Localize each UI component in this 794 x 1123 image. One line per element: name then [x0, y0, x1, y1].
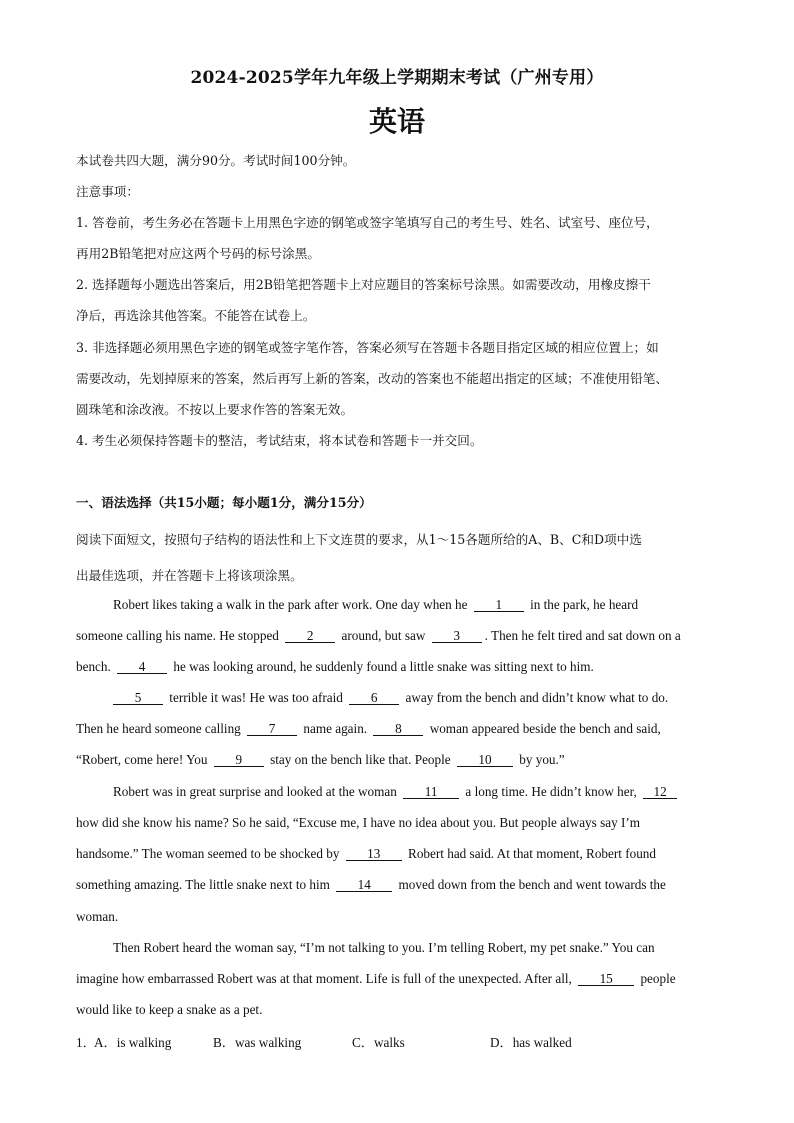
notice-title: 注意事项： [76, 184, 139, 199]
passage-line: woman. [76, 909, 119, 924]
answer-blank: 10 [457, 753, 513, 767]
passage-line: Then Robert heard the woman say, “I’m not talking to you. I’m telling Robert, my pet snake.” You can [113, 940, 655, 955]
passage-line: Then he heard someone calling 7 name again. 8 woman appeared beside the bench and said, [76, 721, 661, 736]
answer-blank: 8 [373, 722, 423, 736]
answer-blank: 12 [643, 785, 677, 799]
passage-line: someone calling his name. He stopped 2 around, but saw 3 . Then he felt tired and sat down on a [76, 628, 681, 643]
answer-blank: 7 [247, 722, 297, 736]
notice-line: 再用2B铅笔把对应这两个号码的标号涂黑。 [76, 246, 320, 261]
notice-line: 3. 非选择题必须用黑色字迹的钢笔或签字笔作答，答案必须写在答题卡各题目指定区域的相应位置上；如 [76, 340, 659, 355]
option-d: D．has walked [490, 1035, 572, 1050]
passage-line: 5 terrible it was! He was too afraid 6 away from the bench and didn’t know what to do. [113, 690, 718, 706]
answer-blank: 14 [336, 878, 392, 892]
passage-line: imagine how embarrassed Robert was at that moment. Life is full of the unexpected. After all, 15 people [76, 971, 676, 986]
exam-summary: 本试卷共四大题，满分90分。考试时间100分钟。 [76, 153, 356, 168]
passage-line: bench. 4 he was looking around, he suddenly found a little snake was sitting next to him. [76, 659, 594, 674]
option-a: A．is walking [94, 1035, 172, 1050]
exam-title: 2024-2025学年九年级上学期期末考试（广州专用） [190, 68, 604, 88]
answer-blank: 9 [214, 753, 264, 767]
passage-line: Robert likes taking a walk in the park after work. One day when he 1 in the park, he heard [113, 597, 639, 612]
notice-line: 需要改动，先划掉原来的答案，然后再写上新的答案，改动的答案也不能超出指定的区域；不准使用铅笔、 [76, 371, 668, 386]
section-instruction: 阅读下面短文，按照句子结构的语法性和上下文连贯的要求，从1～15各题所给的A、B、C和D项中选 [76, 532, 642, 547]
answer-blank: 6 [349, 691, 399, 705]
answer-blank: 5 [113, 691, 163, 705]
passage-line: how did she know his name? So he said, “Excuse me, I have no idea about you. But people always say I’m [76, 815, 640, 830]
passage-line: “Robert, come here! You 9 stay on the bench like that. People 10 by you.” [76, 752, 565, 767]
question-number: 1． [76, 1035, 96, 1050]
notice-line: 2. 选择题每小题选出答案后，用2B铅笔把答题卡上对应题目的答案标号涂黑。如需要改动，用橡皮擦干 [76, 277, 651, 292]
passage-line: handsome.” The woman seemed to be shocked by 13 Robert had said. At that moment, Robert found [76, 846, 656, 861]
section-title: 一、语法选择（共15小题；每小题1分，满分15分） [76, 495, 372, 510]
notice-line: 圆珠笔和涂改液。不按以上要求作答的答案无效。 [76, 402, 354, 417]
answer-blank: 11 [403, 785, 459, 799]
passage-line: would like to keep a snake as a pet. [76, 1002, 263, 1017]
notice-line: 1. 答卷前，考生务必在答题卡上用黑色字迹的钢笔或签字笔填写自己的考生号、姓名、试室号、座位号， [76, 215, 659, 230]
answer-blank: 3 [432, 629, 482, 643]
subject-title: 英语 [368, 105, 425, 138]
answer-blank: 2 [285, 629, 335, 643]
answer-blank: 13 [346, 847, 402, 861]
notice-line: 净后，再选涂其他答案。不能答在试卷上。 [76, 308, 316, 323]
answer-blank: 15 [578, 972, 634, 986]
answer-blank: 1 [474, 598, 524, 612]
notice-line: 4. 考生必须保持答题卡的整洁，考试结束，将本试卷和答题卡一并交回。 [76, 433, 483, 448]
section-instruction: 出最佳选项，并在答题卡上将该项涂黑。 [76, 568, 303, 583]
answer-blank: 4 [117, 660, 167, 674]
passage-line: something amazing. The little snake next to him 14 moved down from the bench and went towards the [76, 877, 666, 892]
option-c: C．walks [352, 1035, 405, 1050]
passage-line: Robert was in great surprise and looked at the woman 11 a long time. He didn’t know her, 12 [113, 784, 718, 800]
option-b: B．was walking [213, 1035, 302, 1050]
